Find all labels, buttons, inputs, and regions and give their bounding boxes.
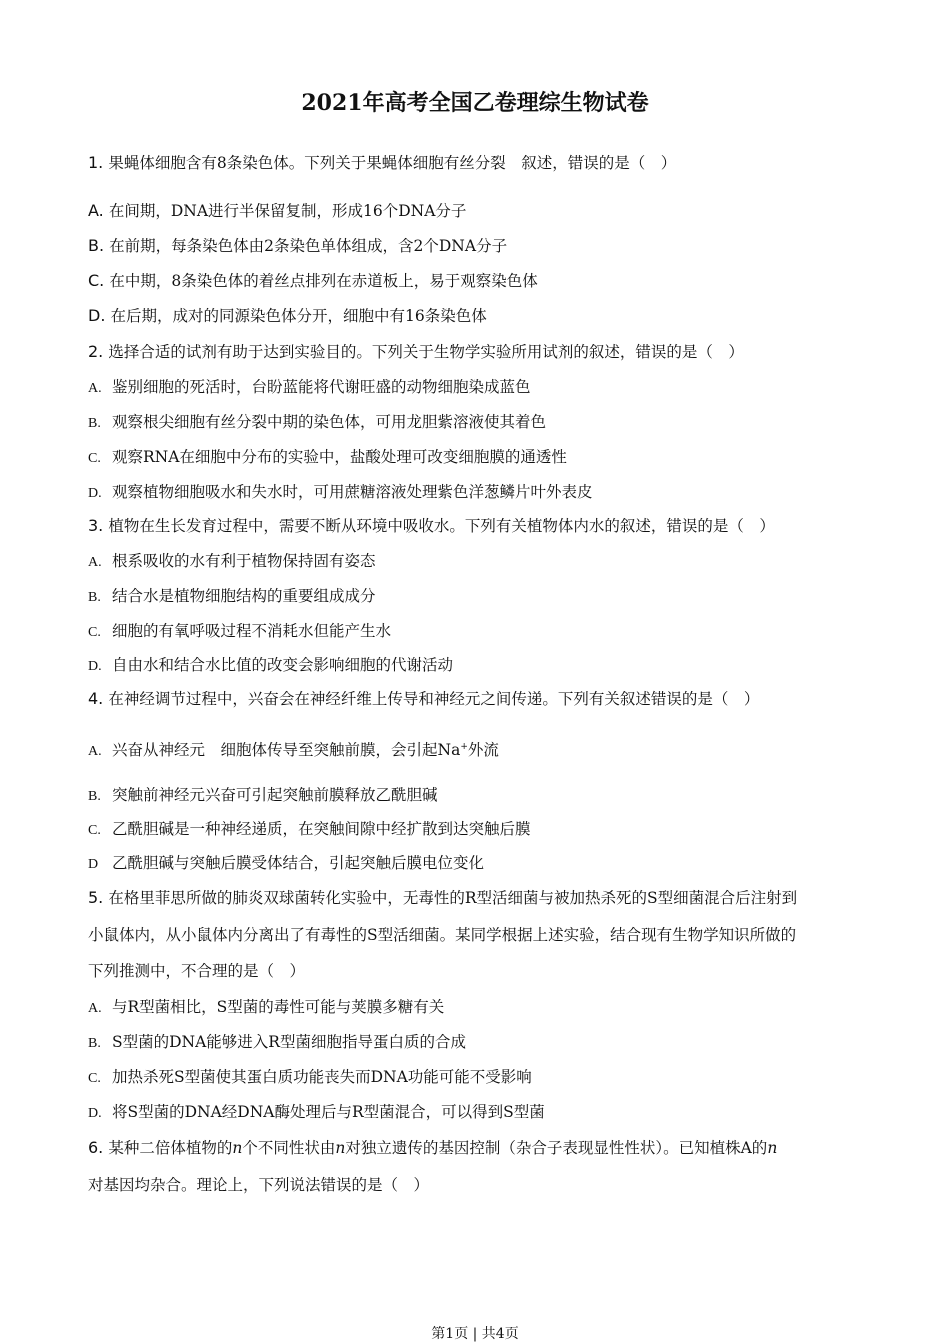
page-footer: 第1页 | 共4页 [431,1326,519,1342]
option-label: D. [88,306,111,325]
option-text: 兴奋从神经元 细胞体传导至突触前膜，会引起Na [112,741,461,760]
option-label: A. [88,1001,102,1016]
question-stem [88,888,797,908]
answer-option [88,482,593,504]
answer-option [88,621,391,643]
option-label: A. [88,381,102,396]
option-label: B. [88,416,101,431]
option-label: D. [88,659,102,674]
option-label: D [88,857,99,872]
question-text: 小鼠体内，从小鼠体内分离出了有毒性的S型活细菌。某同学根据上述实验，结合现有生物学知识所做的 [88,925,797,944]
option-text: 结合水是植物细胞结构的重要组成成分 [112,587,376,605]
superscript: + [460,742,468,752]
answer-option [88,737,499,762]
question-text: 在格里菲思所做的肺炎双球菌转化实验中，无毒性的R型活细菌与被加热杀死的S型细菌混合后注射到 [108,889,798,907]
question-stem [88,342,744,362]
answer-option [88,997,444,1019]
question-stem [88,689,759,709]
option-label: C. [88,271,110,290]
option-text: 与R型菌相比，S型菌的毒性可能与荚膜多糖有关 [112,998,445,1016]
option-label: B. [88,1036,101,1051]
question-number: 5. [88,888,109,907]
option-text: 在中期，8条染色体的着丝点排列在赤道板上，易于观察染色体 [109,272,538,290]
option-label: C. [88,823,101,838]
question-text: 在神经调节过程中，兴奋会在神经纤维上传导和神经元之间传递。下列有关叙述错误的是（ ） [108,690,760,708]
question-stem [88,153,676,173]
option-text: 加热杀死S型菌使其蛋白质功能丧失而DNA功能可能不受影响 [112,1068,532,1086]
answer-option [88,655,453,677]
option-label: B. [88,590,101,605]
answer-option [88,853,484,875]
question-stem [88,1138,777,1158]
option-text: 观察植物细胞吸水和失水时，可用蔗糖溶液处理紫色洋葱鳞片叶外表皮 [112,483,593,501]
answer-option [88,201,466,221]
question-stem [88,1175,429,1195]
question-number: 6. [88,1138,109,1157]
question-text: 果蝇体细胞含有8条染色体。下列关于果蝇体细胞有丝分裂 叙述，错误的是（ ） [108,154,677,172]
answer-option [88,819,531,841]
option-text: 乙酰胆碱是一种神经递质，在突触间隙中经扩散到达突触后膜 [112,820,531,838]
option-label: B. [88,789,101,804]
option-text: 在间期，DNA进行半保留复制，形成16个DNA分子 [108,202,467,220]
answer-option [88,785,438,807]
question-text: 某种二倍体植物的n个不同性状由n对独立遗传的基因控制（杂合子表现显性性状）。已知植株A的n [108,1139,778,1157]
option-label: D. [88,486,102,501]
question-stem [88,925,796,945]
option-text: 根系吸收的水有利于植物保持固有姿态 [112,552,376,570]
answer-option [88,306,487,326]
option-text: S型菌的DNA能够进入R型菌细胞指导蛋白质的合成 [112,1033,466,1051]
question-number: 4. [88,689,109,708]
answer-option [88,586,376,608]
answer-option [88,271,538,291]
question-number: 1. [88,153,109,172]
answer-option [88,1032,466,1054]
question-text: 选择合适的试剂有助于达到实验目的。下列关于生物学实验所用试剂的叙述，错误的是（ ） [108,343,744,361]
option-text: 自由水和结合水比值的改变会影响细胞的代谢活动 [112,656,454,674]
option-text: 乙酰胆碱与突触后膜受体结合，引起突触后膜电位变化 [112,854,485,872]
option-text: 突触前神经元兴奋可引起突触前膜释放乙酰胆碱 [112,786,438,804]
option-label: C. [88,1071,101,1086]
question-text: 植物在生长发育过程中，需要不断从环境中吸收水。下列有关植物体内水的叙述，错误的是（ ） [108,517,775,535]
question-text: 下列推测中，不合理的是（ ） [88,962,306,980]
option-text: 细胞的有氧呼吸过程不消耗水但能产生水 [112,622,392,640]
option-text: 在前期，每条染色体由2条染色单体组成，含2个DNA分子 [109,237,508,255]
question-number: 3. [88,516,109,535]
page-title: 2021年高考全国乙卷理综生物试卷 [301,90,649,116]
answer-option [88,551,376,573]
option-label: A. [88,201,109,220]
question-number: 2. [88,342,109,361]
option-text: 观察RNA在细胞中分布的实验中，盐酸处理可改变细胞膜的通透性 [112,448,567,466]
option-label: A. [88,744,102,760]
option-label: C. [88,451,101,466]
option-label: D. [88,1106,102,1121]
answer-option [88,412,546,434]
answer-option [88,377,531,399]
option-text: 在后期，成对的同源染色体分开，细胞中有16条染色体 [110,307,487,325]
question-text: 对基因均杂合。理论上，下列说法错误的是（ ） [88,1176,430,1194]
option-text-tail: 外流 [467,741,499,760]
question-stem [88,961,305,981]
answer-option [88,1067,532,1089]
option-label: B. [88,236,110,255]
option-label: A. [88,555,102,570]
question-stem [88,516,775,536]
option-text: 将S型菌的DNA经DNA酶处理后与R型菌混合，可以得到S型菌 [112,1103,545,1121]
option-text: 鉴别细胞的死活时，台盼蓝能将代谢旺盛的动物细胞染成蓝色 [112,378,531,396]
answer-option [88,236,507,256]
option-label: C. [88,625,101,640]
answer-option [88,1102,545,1124]
answer-option [88,447,567,469]
option-text: 观察根尖细胞有丝分裂中期的染色体，可用龙胆紫溶液使其着色 [112,413,547,431]
